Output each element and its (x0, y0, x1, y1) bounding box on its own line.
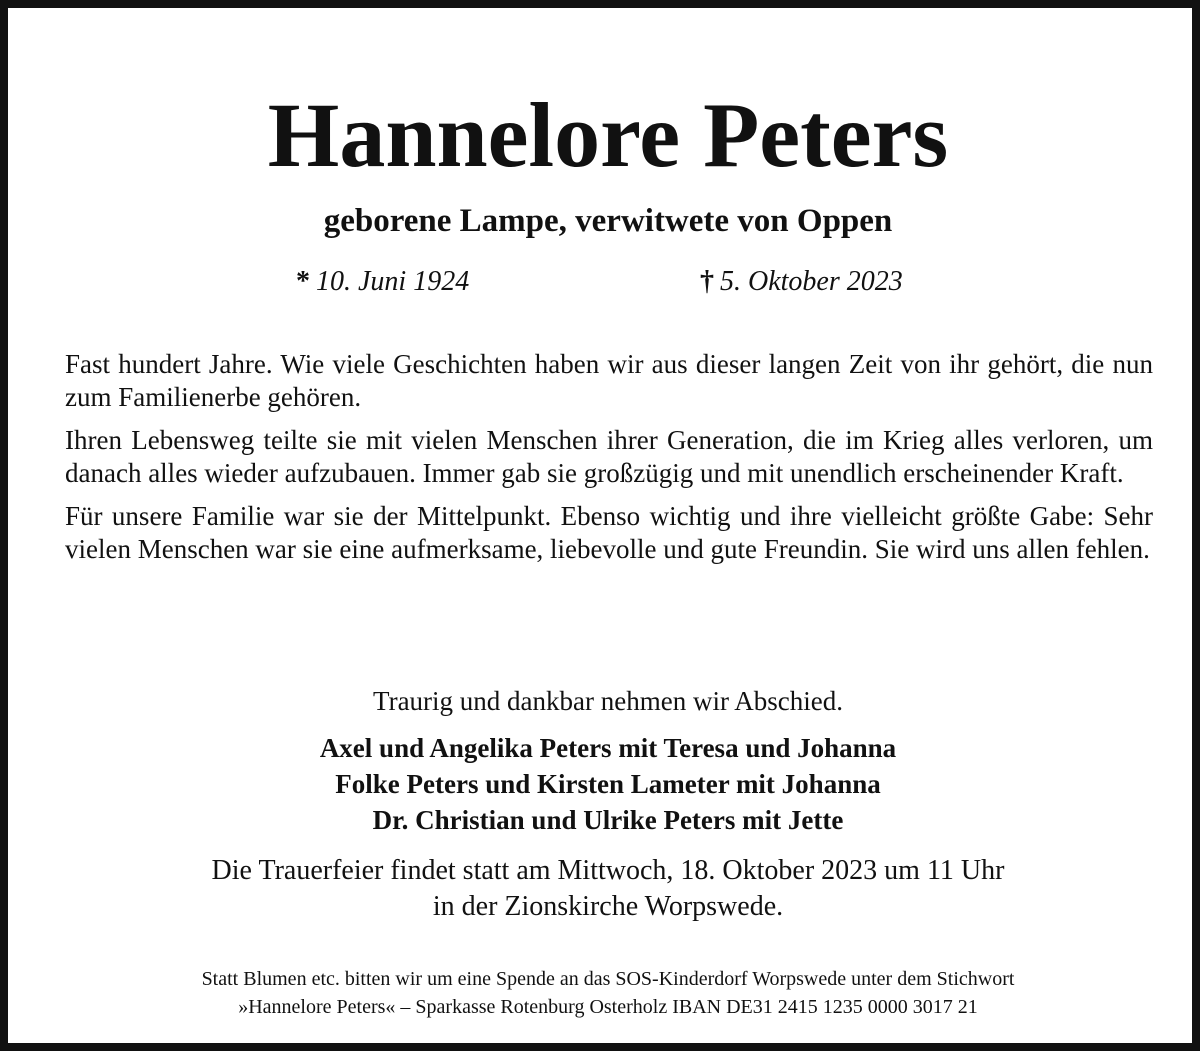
family-member-line: Dr. Christian und Ulrike Peters mit Jette (372, 805, 844, 835)
death-date (700, 264, 903, 300)
paragraph: Fast hundert Jahre. Wie viele Geschichten haben wir aus dieser langen Zeit von ihr gehört, die nun zum Familienerbe gehören. (65, 349, 1153, 412)
birth-date-text: 10. Juni 1924 (316, 266, 470, 297)
donation-note (8, 965, 1200, 1021)
farewell-line: Traurig und dankbar nehmen wir Abschied. (373, 686, 843, 716)
birth-date (296, 264, 469, 300)
paragraph: Ihren Lebensweg teilte sie mit vielen Menschen ihrer Generation, die im Krieg alles verloren, um danach alles wieder aufzubauen. Immer gab sie großzügig und mit unendlich erscheinender Kraft. (65, 425, 1153, 488)
ceremony-line-2: in der Zionskirche Worpswede. (432, 891, 784, 922)
ceremony-line-1: Die Trauerfeier findet statt am Mittwoch, 18. Oktober 2023 um 11 Uhr (211, 855, 1005, 886)
death-date-text: 5. Oktober 2023 (720, 266, 903, 297)
family-list (8, 730, 1200, 838)
obituary-text (65, 348, 1153, 576)
birth-star-icon: * (296, 266, 310, 297)
deceased-name: Hannelore Peters (267, 84, 949, 186)
donation-line-1: Statt Blumen etc. bitten wir um eine Spende an das SOS-Kinderdorf Worpswede unter dem Stichwort (201, 968, 1015, 990)
ceremony-info (8, 853, 1200, 925)
donation-line-2: »Hannelore Peters« – Sparkasse Rotenburg Osterholz IBAN DE31 2415 1235 0000 3017 21 (238, 996, 978, 1018)
maiden-name-line: geborene Lampe, verwitwete von Oppen (323, 203, 893, 239)
paragraph: Für unsere Familie war sie der Mittelpunkt. Ebenso wichtig und ihre vielleicht größte Gabe: Sehr vielen Menschen war sie eine aufmerksame, liebevolle und gute Freundin. Sie wird uns allen fehlen. (65, 501, 1153, 564)
death-cross-icon: † (700, 266, 714, 297)
family-member-line: Axel und Angelika Peters mit Teresa und Johanna (319, 733, 897, 763)
family-member-line: Folke Peters und Kirsten Lameter mit Johanna (335, 769, 881, 799)
